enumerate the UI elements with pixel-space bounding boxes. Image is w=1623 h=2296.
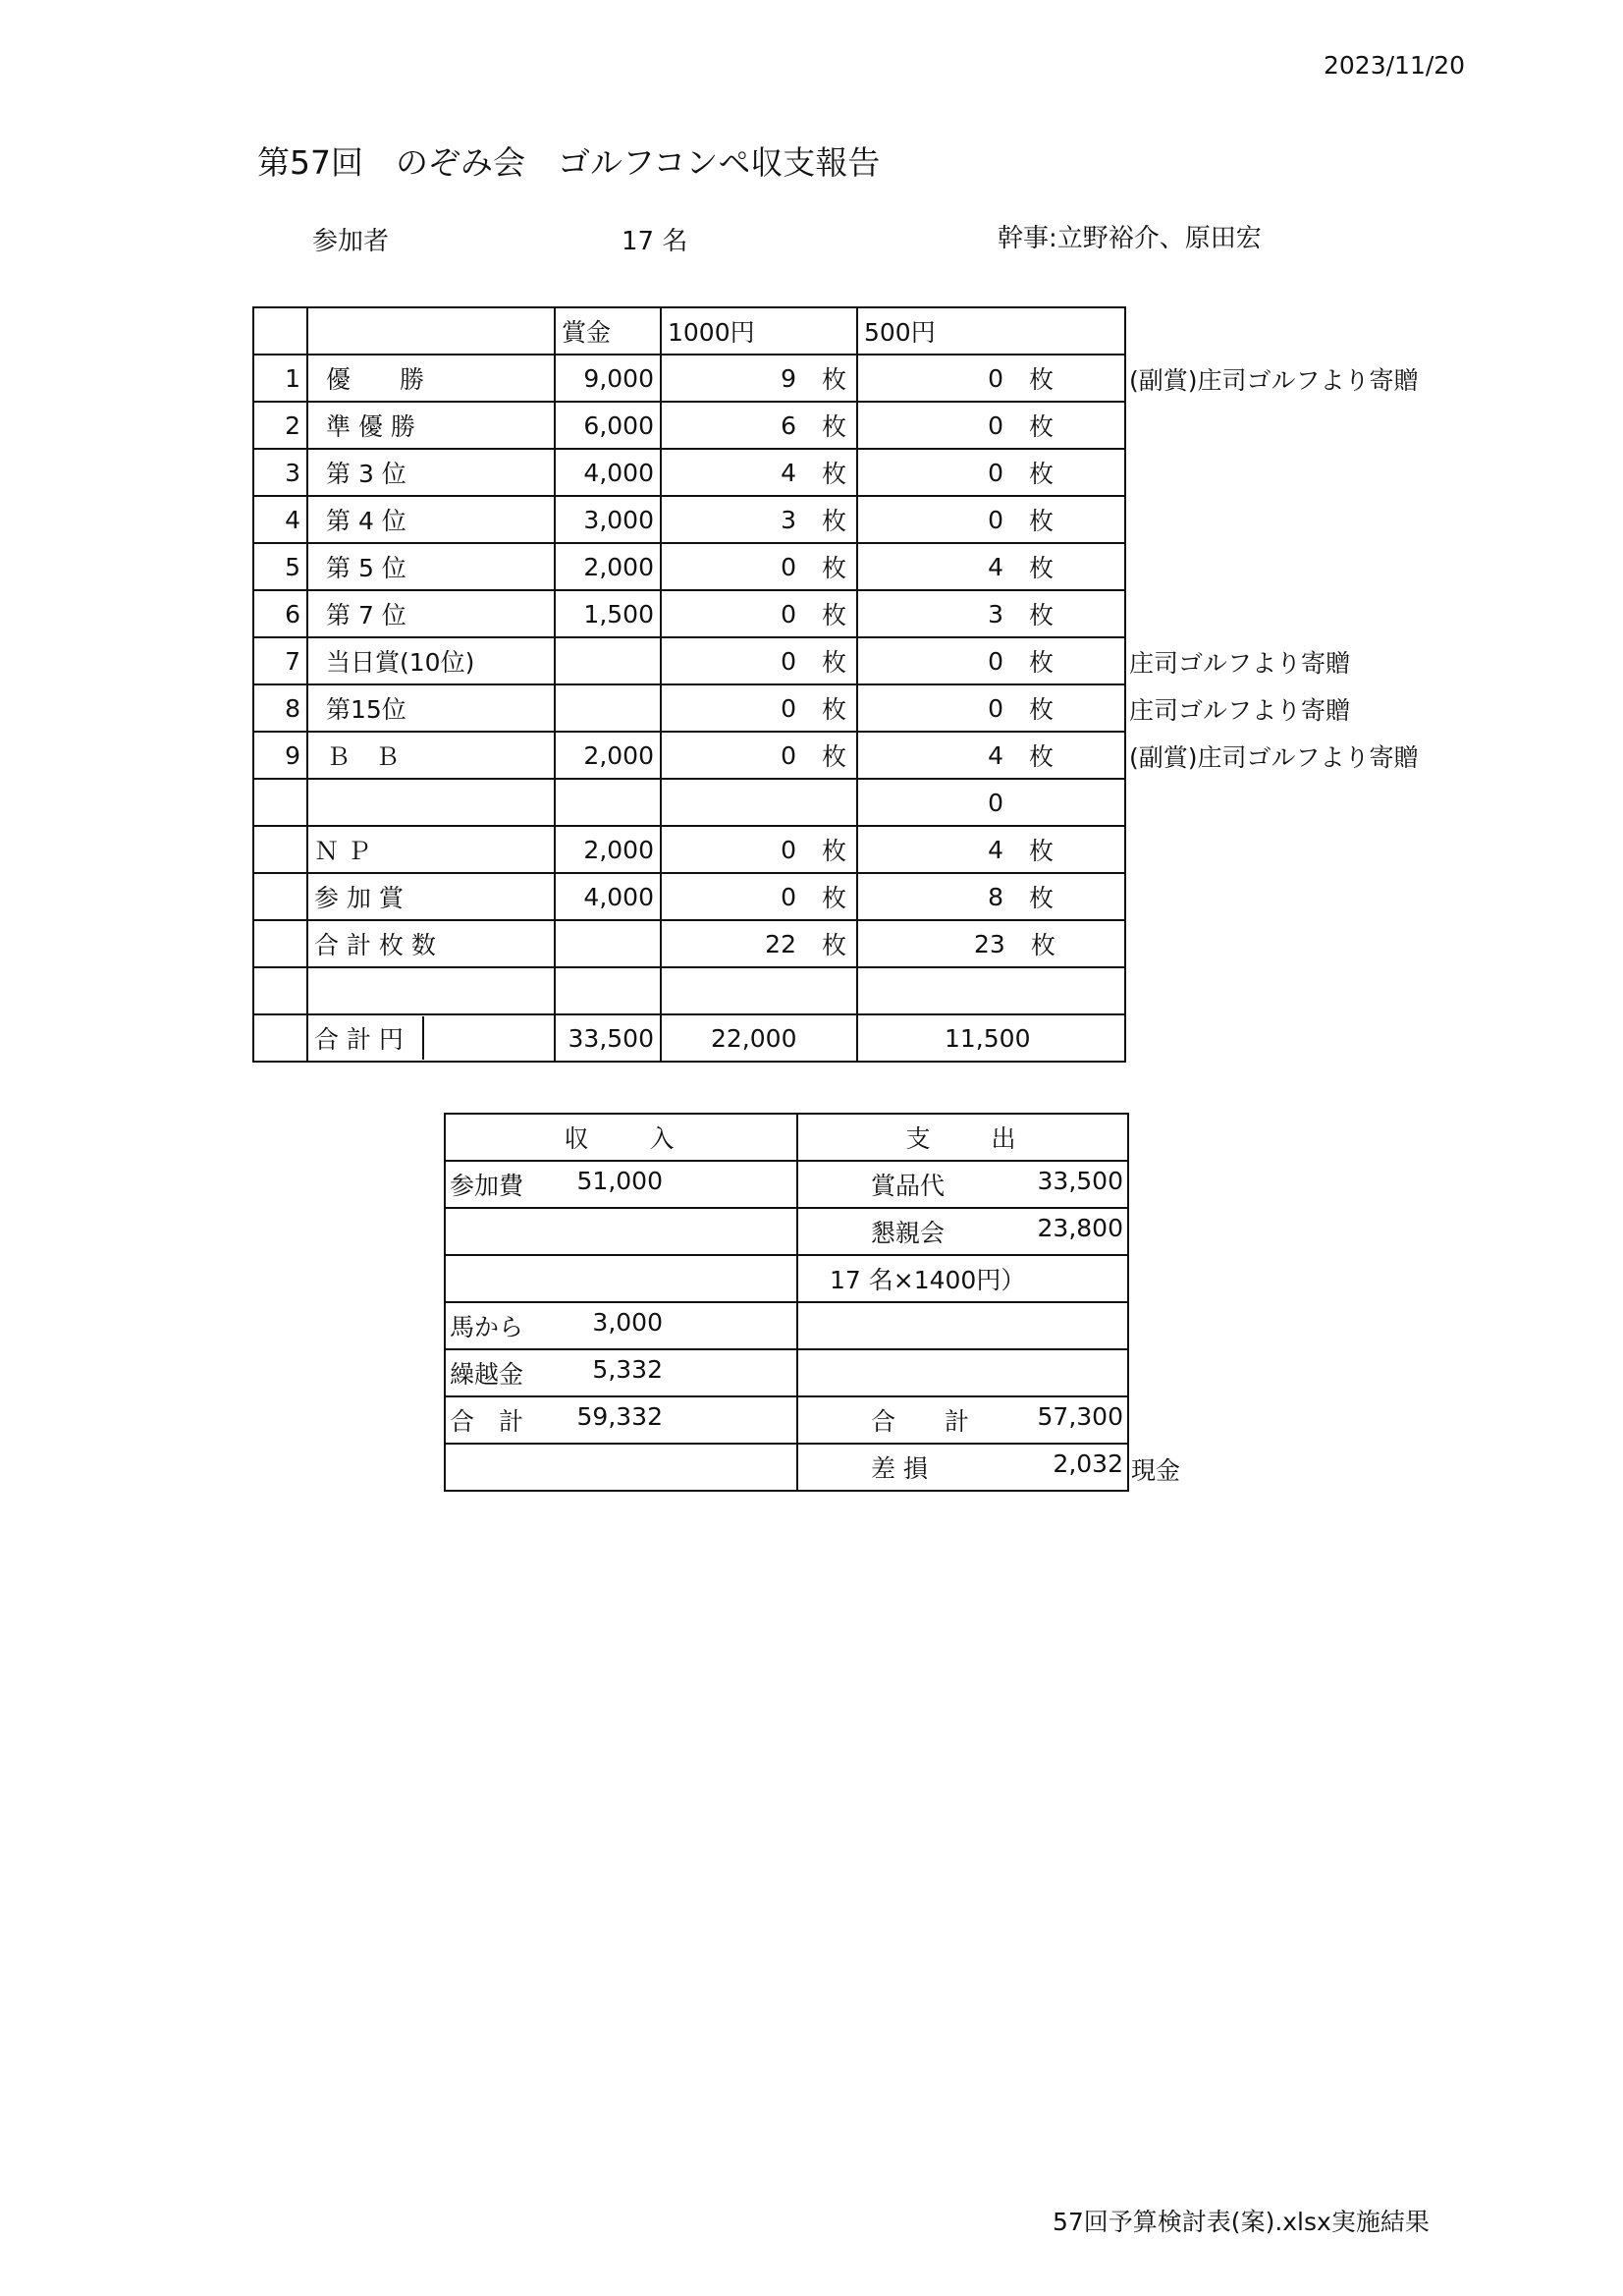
total-1000yen: 22,000 xyxy=(661,1014,857,1062)
count-500yen xyxy=(857,826,1125,873)
prize-name: 合 計 枚 数 xyxy=(307,920,555,967)
count-500yen xyxy=(857,590,1125,637)
income-value: 5,332 xyxy=(592,1355,663,1384)
prize-amount: 6,000 xyxy=(555,402,661,449)
count-500yen xyxy=(857,873,1125,920)
rank-number xyxy=(253,873,307,920)
unit-label: 枚 xyxy=(821,648,846,677)
prize-note: (副賞)庄司ゴルフより寄贈 xyxy=(1129,366,1419,395)
unit-label: 枚 xyxy=(821,695,846,724)
count-value: 0 xyxy=(988,410,1003,440)
prize-name: Ｎ Ｐ xyxy=(307,826,555,873)
count-500yen xyxy=(857,967,1125,1014)
income-cell xyxy=(445,1255,797,1302)
prize-row xyxy=(253,590,1125,637)
prize-header-row xyxy=(253,307,1125,355)
income-cell xyxy=(445,1396,797,1444)
income-cell xyxy=(445,1302,797,1349)
total-label: 合 計 円 xyxy=(314,1016,424,1060)
expense-cell xyxy=(797,1255,1128,1302)
count-1000yen xyxy=(661,732,857,779)
income-cell xyxy=(445,1444,797,1491)
prize-amount: 9,000 xyxy=(555,355,661,402)
rank-number: 3 xyxy=(253,449,307,496)
rank-number xyxy=(253,1014,307,1062)
prize-row xyxy=(253,543,1125,590)
expense-cell xyxy=(797,1302,1128,1349)
expense-label: 合 計 xyxy=(871,1407,970,1436)
count-value: 0 xyxy=(988,693,1003,723)
count-500yen xyxy=(857,543,1125,590)
prize-name: 参 加 賞 xyxy=(307,873,555,920)
prize-name: 第 5 位 xyxy=(307,543,555,590)
expense-cell xyxy=(797,1444,1128,1491)
rank-number: 6 xyxy=(253,590,307,637)
income-label: 合 計 xyxy=(450,1407,524,1436)
prize-name: 当日賞(10位) xyxy=(307,637,555,684)
prize-row xyxy=(253,496,1125,543)
unit-label: 枚 xyxy=(821,554,846,582)
income-label: 参加費 xyxy=(450,1172,524,1200)
unit-label: 枚 xyxy=(821,837,846,865)
count-value: 0 xyxy=(988,505,1003,534)
expense-label: 懇親会 xyxy=(871,1219,946,1247)
count-1000yen xyxy=(661,637,857,684)
header-name xyxy=(307,307,555,355)
prize-name: 第 4 位 xyxy=(307,496,555,543)
prize-amount xyxy=(555,920,661,967)
count-500yen xyxy=(857,449,1125,496)
expense-note: 17 名×1400円） xyxy=(830,1266,1026,1294)
prize-amount: 2,000 xyxy=(555,732,661,779)
prize-name: 第15位 xyxy=(307,684,555,732)
count-500yen xyxy=(857,684,1125,732)
count-500yen xyxy=(857,496,1125,543)
unit-label: 枚 xyxy=(821,365,846,394)
total-prize-amount: 33,500 xyxy=(555,1014,661,1062)
expense-cell xyxy=(797,1396,1128,1444)
prize-name: Ｂ Ｂ xyxy=(307,732,555,779)
prize-amount xyxy=(555,684,661,732)
unit-label: 枚 xyxy=(1029,695,1055,724)
header-1000yen: 1000円 xyxy=(661,307,857,355)
income-label: 繰越金 xyxy=(450,1360,524,1389)
count-value: 3 xyxy=(781,505,796,534)
prize-note: 庄司ゴルフより寄贈 xyxy=(1129,649,1351,678)
prize-note: (副賞)庄司ゴルフより寄贈 xyxy=(1129,743,1419,772)
count-1000yen xyxy=(661,402,857,449)
rank-number: 4 xyxy=(253,496,307,543)
unit-label: 枚 xyxy=(821,742,846,771)
balance-row xyxy=(445,1302,1128,1349)
count-value: 0 xyxy=(781,740,796,770)
prize-total-row xyxy=(253,1014,1125,1062)
header-prize: 賞金 xyxy=(555,307,661,355)
rank-number: 5 xyxy=(253,543,307,590)
count-value: 3 xyxy=(988,599,1003,629)
rank-number xyxy=(253,920,307,967)
count-value: 0 xyxy=(781,882,796,911)
expense-value: 33,500 xyxy=(1037,1167,1123,1195)
rank-number: 7 xyxy=(253,637,307,684)
balance-header-row xyxy=(445,1114,1128,1161)
unit-label: 枚 xyxy=(1029,884,1055,912)
prize-name: 準 優 勝 xyxy=(307,402,555,449)
count-value: 6 xyxy=(781,410,796,440)
prize-name: 第 7 位 xyxy=(307,590,555,637)
header-no xyxy=(253,307,307,355)
rank-number xyxy=(253,826,307,873)
page-title: 第57回 のぞみ会 ゴルフコンペ収支報告 xyxy=(257,143,881,182)
prize-row xyxy=(253,637,1125,684)
count-value: 0 xyxy=(781,835,796,864)
unit-label: 枚 xyxy=(1029,648,1055,677)
income-value: 3,000 xyxy=(592,1308,663,1337)
prize-amount xyxy=(555,637,661,684)
unit-label: 枚 xyxy=(1029,554,1055,582)
count-value: 4 xyxy=(988,552,1003,581)
footer-filename: 57回予算検討表(案).xlsx実施結果 xyxy=(1053,2208,1430,2236)
count-500yen xyxy=(857,779,1125,826)
prize-row xyxy=(253,732,1125,779)
income-value: 59,332 xyxy=(576,1402,663,1431)
count-1000yen xyxy=(661,449,857,496)
organizers: 幹事:立野裕介、原田宏 xyxy=(998,224,1262,253)
balance-table xyxy=(444,1113,1129,1492)
prize-row xyxy=(253,684,1125,732)
total-name xyxy=(307,1014,555,1062)
count-1000yen xyxy=(661,873,857,920)
rank-number: 1 xyxy=(253,355,307,402)
balance-row xyxy=(445,1396,1128,1444)
rank-number xyxy=(253,779,307,826)
count-500yen xyxy=(857,355,1125,402)
prize-row xyxy=(253,355,1125,402)
unit-label: 枚 xyxy=(1029,601,1055,629)
prize-amount xyxy=(555,967,661,1014)
unit-label: 枚 xyxy=(821,507,846,535)
count-500yen xyxy=(857,402,1125,449)
prize-row xyxy=(253,402,1125,449)
unit-label: 枚 xyxy=(821,884,846,912)
cash-note: 現金 xyxy=(1131,1456,1181,1485)
prize-amount: 2,000 xyxy=(555,826,661,873)
unit-label: 枚 xyxy=(1029,507,1055,535)
prize-note: 庄司ゴルフより寄贈 xyxy=(1129,696,1351,725)
prize-amount: 2,000 xyxy=(555,543,661,590)
prize-table xyxy=(252,306,1126,1063)
count-500yen xyxy=(857,637,1125,684)
income-cell xyxy=(445,1349,797,1396)
expense-header: 支 出 xyxy=(797,1114,1128,1161)
unit-label: 枚 xyxy=(1029,742,1055,771)
prize-amount: 4,000 xyxy=(555,449,661,496)
count-value: 4 xyxy=(988,740,1003,770)
expense-value: 2,032 xyxy=(1053,1449,1123,1478)
count-1000yen xyxy=(661,967,857,1014)
expense-value: 23,800 xyxy=(1037,1214,1123,1242)
count-500yen xyxy=(857,732,1125,779)
expense-cell xyxy=(797,1208,1128,1255)
expense-label: 差 損 xyxy=(871,1454,928,1483)
count-value: 0 xyxy=(988,363,1003,393)
prize-amount: 1,500 xyxy=(555,590,661,637)
prize-name: 第 3 位 xyxy=(307,449,555,496)
balance-row xyxy=(445,1349,1128,1396)
count-value: 0 xyxy=(781,599,796,629)
unit-label: 枚 xyxy=(821,931,846,959)
count-1000yen xyxy=(661,779,857,826)
unit-label: 枚 xyxy=(1030,931,1055,959)
income-value: 51,000 xyxy=(576,1167,663,1195)
prize-amount xyxy=(555,779,661,826)
rank-number: 2 xyxy=(253,402,307,449)
count-value: 4 xyxy=(781,458,796,487)
count-value: 0 xyxy=(988,788,1003,817)
count-500yen xyxy=(857,920,1125,967)
prize-row xyxy=(253,920,1125,967)
count-value: 0 xyxy=(988,458,1003,487)
unit-label: 枚 xyxy=(1029,412,1055,441)
participants-label: 参加者 xyxy=(312,227,390,256)
count-1000yen xyxy=(661,543,857,590)
balance-row xyxy=(445,1208,1128,1255)
count-value: 23 xyxy=(974,929,1005,958)
count-value: 8 xyxy=(988,882,1003,911)
count-value: 22 xyxy=(765,929,796,958)
count-1000yen xyxy=(661,496,857,543)
count-1000yen xyxy=(661,920,857,967)
rank-number: 9 xyxy=(253,732,307,779)
expense-label: 賞品代 xyxy=(871,1172,946,1200)
unit-label: 枚 xyxy=(1029,365,1055,394)
unit-label: 枚 xyxy=(1029,460,1055,488)
count-value: 0 xyxy=(988,646,1003,676)
prize-row xyxy=(253,967,1125,1014)
prize-name: 優 勝 xyxy=(307,355,555,402)
unit-label: 枚 xyxy=(821,460,846,488)
count-1000yen xyxy=(661,684,857,732)
prize-amount: 3,000 xyxy=(555,496,661,543)
prize-name xyxy=(307,779,555,826)
prize-row xyxy=(253,449,1125,496)
balance-row xyxy=(445,1161,1128,1208)
balance-row xyxy=(445,1444,1128,1491)
count-1000yen xyxy=(661,355,857,402)
prize-name xyxy=(307,967,555,1014)
income-header: 収 入 xyxy=(445,1114,797,1161)
rank-number xyxy=(253,967,307,1014)
count-1000yen xyxy=(661,590,857,637)
rank-number: 8 xyxy=(253,684,307,732)
income-label: 馬から xyxy=(450,1313,524,1341)
prize-row xyxy=(253,826,1125,873)
unit-label: 枚 xyxy=(1029,837,1055,865)
prize-amount: 4,000 xyxy=(555,873,661,920)
report-date: 2023/11/20 xyxy=(1324,51,1466,80)
expense-value: 57,300 xyxy=(1037,1402,1123,1431)
income-cell xyxy=(445,1161,797,1208)
unit-label: 枚 xyxy=(821,412,846,441)
expense-cell xyxy=(797,1349,1128,1396)
expense-cell xyxy=(797,1161,1128,1208)
total-500yen: 11,500 xyxy=(857,1014,1125,1062)
income-cell xyxy=(445,1208,797,1255)
prize-row xyxy=(253,873,1125,920)
count-value: 0 xyxy=(781,552,796,581)
prize-row xyxy=(253,779,1125,826)
count-1000yen xyxy=(661,826,857,873)
unit-label: 枚 xyxy=(821,601,846,629)
count-value: 4 xyxy=(988,835,1003,864)
count-value: 0 xyxy=(781,693,796,723)
count-value: 0 xyxy=(781,646,796,676)
participants-count: 17 名 xyxy=(622,227,688,256)
count-value: 9 xyxy=(781,363,796,393)
header-500yen: 500円 xyxy=(857,307,1125,355)
balance-row xyxy=(445,1255,1128,1302)
